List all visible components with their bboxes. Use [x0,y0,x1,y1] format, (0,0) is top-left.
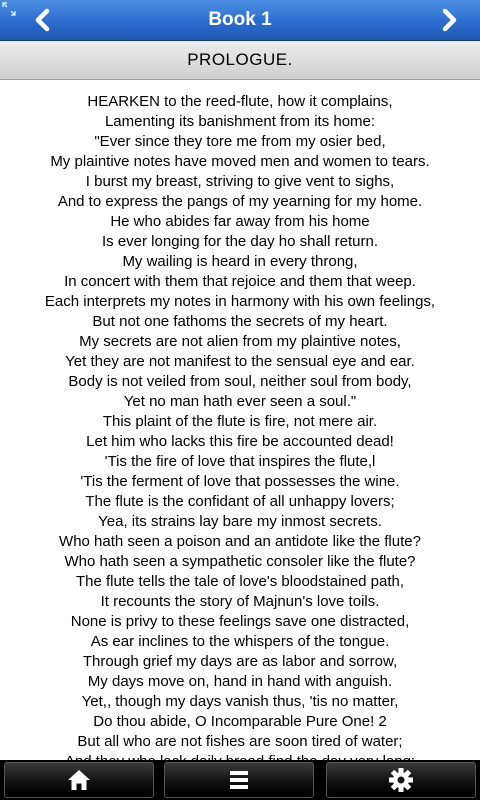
next-button[interactable] [434,4,466,36]
poem-line: In concert with them that rejoice and them that weep. [64,273,416,290]
poem-line: Who hath seen a sympathetic consoler like the flute? [64,553,416,570]
poem-line: But all who are not fishes are soon tired of water; [77,733,403,750]
poem-line: Each interprets my notes in harmony with his own feelings, [44,293,436,310]
poem-line: Is ever longing for the day ho shall return. [102,233,378,250]
poem-line: And to express the pangs of my yearning for my home. [57,193,423,210]
poem-line: The flute is the confidant of all unhappy lovers; [85,493,395,510]
home-icon [66,768,92,792]
poem-line: He who abides far away from his home [110,213,370,230]
chapter-title: PROLOGUE. [187,50,293,69]
poem-line: Through grief my days are as labor and sorrow, [82,653,398,670]
poem-line: Who hath seen a poison and an antidote like the flute? [59,533,421,550]
poem-line: Let him who lacks this fire be accounted dead! [86,433,394,450]
poem-line: 'Tis the fire of love that inspires the flute,l [104,453,376,470]
poem-line: Yet,, though my days vanish thus, 'tis no matter, [81,693,399,710]
poem-line: None is privy to these feelings save one distracted, [70,613,410,630]
menu-button[interactable] [164,762,314,798]
menu-icon [228,769,250,791]
poem-line: Yea, its strains lay bare my inmost secrets. [98,513,382,530]
poem-line: It recounts the story of Majnun's love toils. [100,593,380,610]
home-button[interactable] [4,762,154,798]
poem-line: The flute tells the tale of love's bloodstained path, [75,573,405,590]
poem-line: Body is not veiled from soul, neither soul from body, [68,373,412,390]
poem-line: 'Tis the ferment of love that possesses the wine. [80,473,400,490]
chevron-right-icon [440,8,460,32]
poem-content[interactable] [0,82,480,760]
chapter-header [0,41,480,80]
poem-line: I burst my breast, striving to give vent to sighs, [85,173,395,190]
poem-line: HEARKEN to the reed-flute, how it complains, [87,93,393,110]
bottom-toolbar [0,760,480,800]
settings-button[interactable] [326,762,476,798]
poem-line: "Ever since they tore me from my osier bed, [94,133,386,150]
poem-line: My wailing is heard in every throng, [122,253,358,270]
poem-line: As ear inclines to the whispers of the tongue. [90,633,390,650]
poem-line: My plaintive notes have moved men and women to tears. [50,153,430,170]
top-bar [0,0,480,41]
poem-line: Lamenting its banishment from its home: [104,113,376,130]
poem-line: Yet no man hath ever seen a soul." [123,393,357,410]
gear-icon [388,767,414,793]
poem-line: My secrets are not alien from my plaintive notes, [79,333,401,350]
poem-line: My days move on, hand in hand with anguish. [87,673,393,690]
poem-text [0,92,480,772]
poem-line: This plaint of the flute is fire, not mere air. [102,413,378,430]
poem-line: But not one fathoms the secrets of my heart. [92,313,388,330]
poem-line: Yet they are not manifest to the sensual eye and ear. [65,353,415,370]
poem-line: Do thou abide, O Incomparable Pure One! 2 [93,713,387,730]
book-title: Book 1 [208,9,272,30]
